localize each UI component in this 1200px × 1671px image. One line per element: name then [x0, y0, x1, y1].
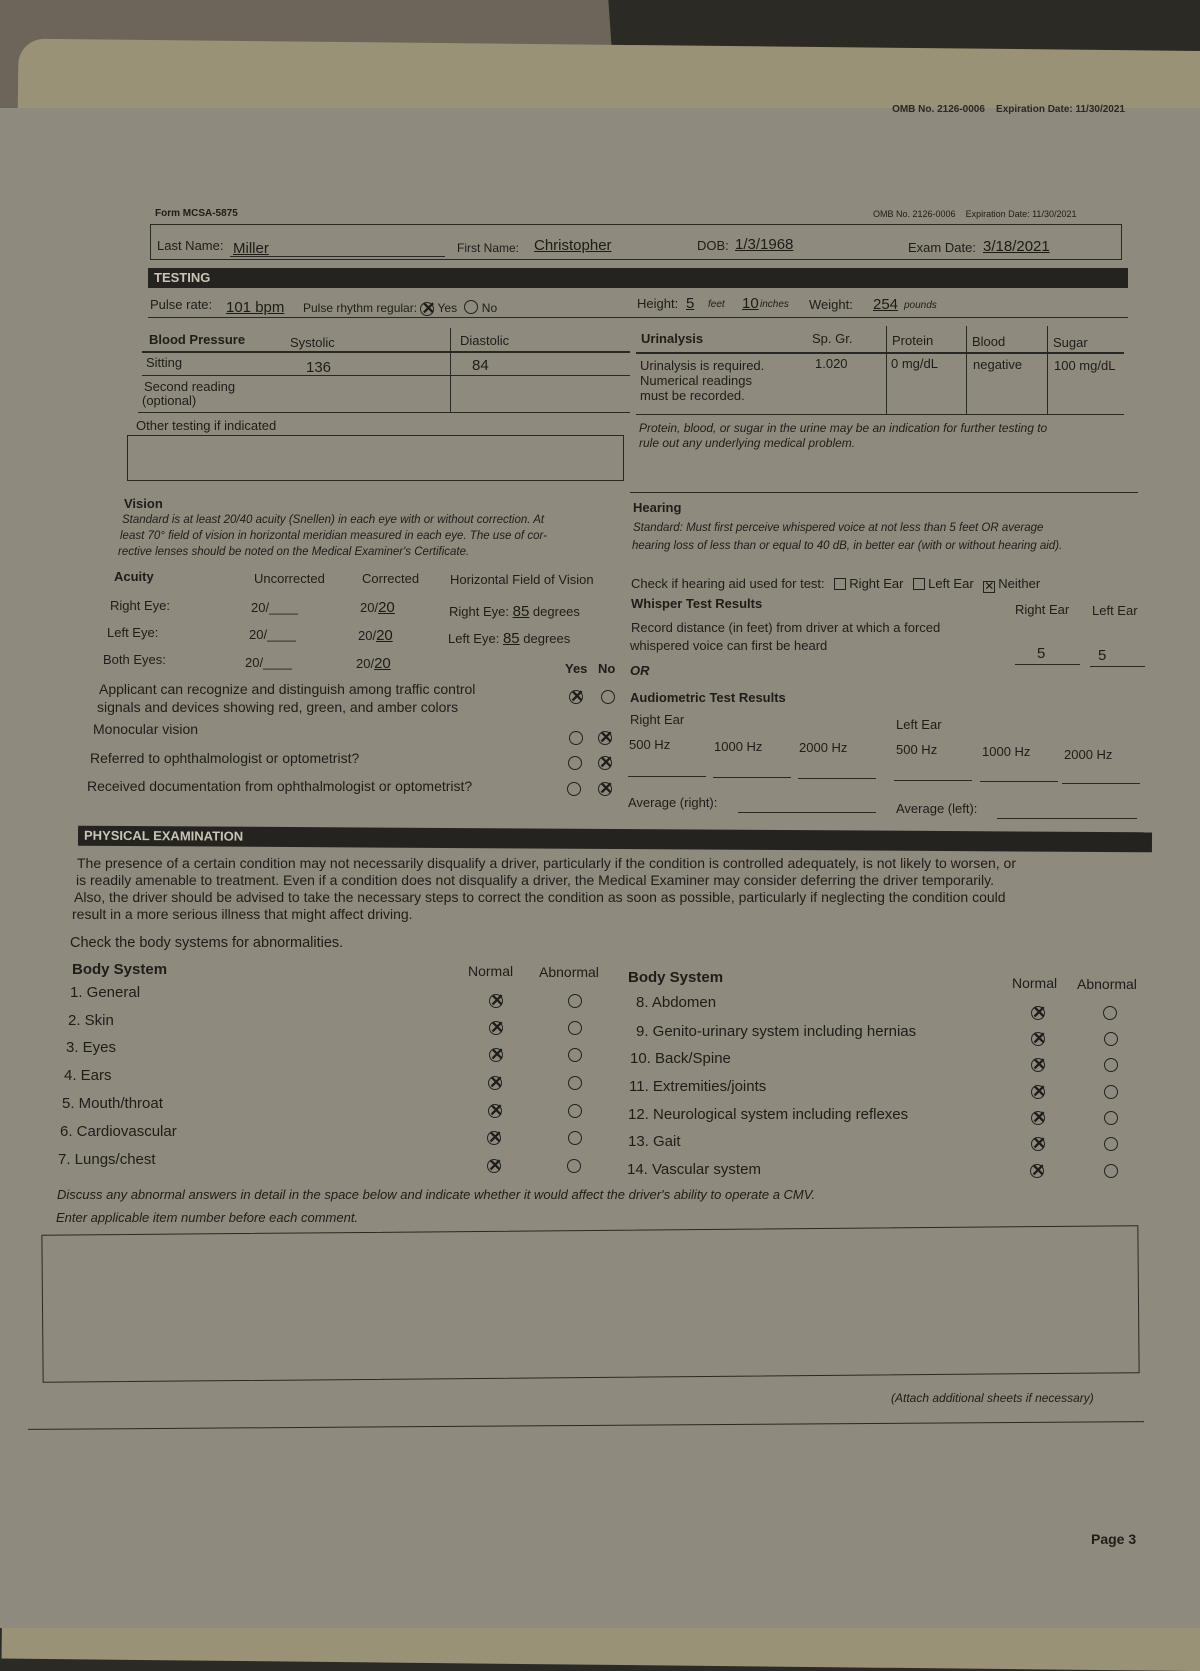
audio-left-1000: 1000 Hz: [982, 744, 1031, 759]
height-label: Height:: [637, 296, 679, 311]
comments-box[interactable]: [41, 1225, 1139, 1383]
left-eye-label: Left Eye:: [107, 625, 159, 640]
aid-neither-checkbox[interactable]: ✕: [984, 579, 995, 593]
audio-left-2000-line[interactable]: [1062, 783, 1140, 784]
urinalysis-footnote-1: Protein, blood, or sugar in the urine may be an indication for further testing to: [639, 421, 1048, 435]
system-eyes: 3. Eyes: [66, 1039, 117, 1056]
monocular-question: Monocular vision: [93, 721, 199, 737]
referred-no-radio[interactable]: ✕: [599, 753, 614, 772]
aid-right-label: Right Ear: [849, 576, 904, 591]
form-omb: [873, 209, 1076, 219]
audio-right-2000-line[interactable]: [798, 778, 876, 779]
audio-right-500: 500 Hz: [629, 737, 671, 752]
physical-intro-1: The presence of a certain condition may not necessarily disqualify a driver, particularly if the condition is controlled adequately, is not likely to worsen, or: [77, 855, 1016, 871]
sitting-systolic-value[interactable]: 136: [306, 359, 332, 376]
left-corrected-prefix: 20/: [358, 628, 377, 643]
whisper-right-line: [1015, 664, 1080, 665]
testing-section-bar: [148, 268, 1128, 288]
urinalysis-header: Urinalysis: [641, 331, 704, 346]
protein-header: Protein: [892, 333, 934, 348]
or-label: OR: [630, 663, 650, 678]
weight-value[interactable]: 254: [873, 296, 899, 313]
both-corrected-value: 20: [374, 655, 391, 672]
dob-label: DOB:: [697, 238, 729, 253]
hfov-left[interactable]: [448, 630, 570, 647]
cardio-abnormal-radio[interactable]: [568, 1131, 582, 1145]
cardio-normal-radio[interactable]: ✕: [488, 1128, 503, 1147]
hfov-right-value: 85: [512, 603, 530, 620]
blood-value[interactable]: negative: [973, 357, 1023, 372]
exam-date-value[interactable]: 3/18/2021: [983, 238, 1050, 255]
rhythm-yes-label: Yes: [437, 301, 458, 315]
both-corrected-prefix: 20/: [356, 656, 375, 671]
audio-left-500-line[interactable]: [894, 780, 972, 781]
right-eye-corrected[interactable]: [360, 599, 395, 616]
hearing-title: Hearing: [633, 500, 682, 515]
whisper-left-value[interactable]: 5: [1098, 647, 1107, 664]
sitting-diastolic-value[interactable]: 84: [472, 357, 489, 374]
skin-normal-radio[interactable]: ✕: [490, 1018, 505, 1037]
last-name-value[interactable]: Miller: [233, 240, 269, 257]
ua-divider-3: [1047, 326, 1048, 414]
system-genito-urinary: 9. Genito-urinary system including hernias: [636, 1023, 917, 1040]
sitting-label: Sitting: [146, 355, 183, 370]
corrected-label: Corrected: [362, 571, 420, 586]
dob-value[interactable]: 1/3/1968: [735, 236, 794, 253]
form-expiration-text: Expiration Date: 11/30/2021: [965, 209, 1077, 219]
ua-divider-2: [966, 326, 967, 414]
bp-divider: [450, 328, 451, 413]
documentation-no-radio[interactable]: ✕: [599, 779, 614, 798]
abnormal-header-left: Abnormal: [539, 964, 599, 980]
pulse-rhythm: [303, 300, 497, 316]
right-eye-uncorrected[interactable]: 20/____: [251, 600, 298, 615]
vision-standard-2: least 70° field of vision in horizontal meridian measured in each eye. The use of cor-: [120, 530, 547, 542]
form-omb-text: OMB No. 2126-0006: [873, 209, 956, 219]
right-corrected-value: 20: [378, 599, 395, 616]
audio-right-1000: 1000 Hz: [714, 739, 763, 754]
physical-section-bar: [78, 826, 1152, 853]
both-eyes-label: Both Eyes:: [103, 652, 166, 667]
hfov-right-label: Right Eye:: [449, 604, 509, 619]
general-normal-radio[interactable]: ✕: [490, 991, 505, 1010]
bp-header-line: [142, 351, 630, 353]
whisper-right-ear-label: Right Ear: [1015, 602, 1070, 617]
system-lungs-chest: 7. Lungs/chest: [58, 1151, 156, 1168]
last-name-label: Last Name:: [157, 238, 224, 253]
hearing-standard-2: hearing loss of less than or equal to 40 dB, in better ear (with or without hearing aid).: [632, 540, 1063, 552]
aid-left-checkbox[interactable]: [913, 578, 925, 590]
colors-question-2: signals and devices showing red, green, and amber colors: [97, 699, 459, 715]
body-system-header-left: Body System: [72, 961, 168, 978]
gait-normal-radio[interactable]: ✕: [1032, 1134, 1047, 1153]
right-uncorrected-prefix: 20/: [251, 600, 270, 615]
first-name-label: First Name:: [457, 241, 520, 255]
hearing-standard-1: Standard: Must first perceive whispered voice at not less than 5 feet OR average: [633, 522, 1044, 534]
second-reading-label: Second reading: [144, 379, 236, 394]
sugar-header: Sugar: [1053, 335, 1088, 350]
left-eye-corrected[interactable]: [358, 627, 393, 644]
aid-right-checkbox[interactable]: [834, 578, 846, 590]
system-skin: 2. Skin: [68, 1012, 114, 1029]
pulse-row-line: [148, 317, 1128, 318]
physical-intro-3: Also, the driver should be advised to take the necessary steps to correct the condition as soon as possible, particularly if neglecting the condition could: [74, 889, 1006, 905]
ua-divider-1: [886, 326, 887, 414]
urinalysis-header-line: [636, 352, 1124, 354]
hfov-label: Horizontal Field of Vision: [450, 572, 594, 587]
whisper-left-ear-label: Left Ear: [1092, 603, 1138, 618]
hfov-left-label: Left Eye:: [448, 631, 500, 646]
ears-abnormal-radio[interactable]: [568, 1076, 582, 1090]
vascular-normal-radio[interactable]: ✕: [1031, 1161, 1046, 1180]
colors-no-radio[interactable]: [601, 690, 615, 704]
uncorrected-label: Uncorrected: [254, 571, 325, 586]
hfov-right[interactable]: [449, 603, 580, 620]
avg-left-line[interactable]: [997, 818, 1137, 819]
system-extremities: 11. Extremities/joints: [629, 1078, 767, 1095]
eyes-abnormal-radio[interactable]: [568, 1048, 582, 1062]
audio-right-500-line[interactable]: [628, 776, 706, 777]
pulse-label: Pulse rate:: [150, 297, 213, 312]
discuss-text-1: Discuss any abnormal answers in detail in the space below and indicate whether it would affect the driver's ability to operate a CMV.: [57, 1187, 816, 1202]
paper-header-omb: OMB No. 2126-0006: [892, 104, 985, 115]
urinalysis-footnote-2: rule out any underlying medical problem.: [639, 436, 856, 450]
audio-right-2000: 2000 Hz: [799, 740, 848, 755]
back-normal-radio[interactable]: ✕: [1032, 1055, 1047, 1074]
hfov-right-degrees: degrees: [532, 604, 580, 619]
discuss-text-2: Enter applicable item number before each comment.: [56, 1210, 359, 1225]
feet-label: feet: [708, 299, 725, 310]
referred-question: Referred to ophthalmologist or optometrist?: [90, 750, 360, 766]
abdomen-normal-radio[interactable]: ✕: [1032, 1003, 1047, 1022]
form-id: Form MCSA-5875: [155, 208, 238, 219]
vision-standard-3: rective lenses should be noted on the Medical Examiner's Certificate.: [118, 546, 470, 558]
both-eyes-corrected[interactable]: [356, 655, 391, 672]
rhythm-label: Pulse rhythm regular:: [303, 301, 418, 315]
body-system-header-right: Body System: [628, 969, 724, 986]
genito-normal-radio[interactable]: ✕: [1032, 1029, 1047, 1048]
testing-section-title: TESTING: [154, 270, 211, 285]
system-cardiovascular: 6. Cardiovascular: [60, 1123, 177, 1140]
system-vascular: 14. Vascular system: [627, 1161, 761, 1178]
rhythm-no-radio[interactable]: [464, 300, 478, 314]
weight-label: Weight:: [809, 297, 853, 312]
hearing-aid-row: [631, 576, 1040, 593]
avg-right-label: Average (right):: [628, 795, 718, 810]
aid-neither-label: Neither: [998, 576, 1041, 591]
rhythm-yes-radio[interactable]: ✕: [421, 299, 436, 318]
form-bottom-line: [28, 1421, 1144, 1430]
avg-left-label: Average (left):: [896, 801, 978, 816]
hfov-left-degrees: degrees: [523, 631, 571, 646]
hearing-top-line: [630, 492, 1138, 493]
back-abnormal-radio[interactable]: [1104, 1058, 1118, 1072]
colors-yes-radio[interactable]: ✕: [570, 687, 585, 706]
audio-right-1000-line[interactable]: [713, 777, 791, 778]
audio-left-2000: 2000 Hz: [1064, 747, 1113, 762]
protein-value[interactable]: 0 mg/dL: [891, 356, 938, 371]
physical-section-title: PHYSICAL EXAMINATION: [83, 827, 244, 844]
physical-intro-4: result in a more serious illness that might affect driving.: [72, 906, 413, 922]
left-eye-uncorrected[interactable]: 20/____: [249, 627, 296, 642]
vision-title: Vision: [124, 496, 163, 511]
mouth-abnormal-radio[interactable]: [568, 1104, 582, 1118]
check-body-systems-label: Check the body systems for abnormalities.: [70, 935, 344, 951]
whisper-left-line: [1090, 666, 1145, 667]
paper-header-expiration: Expiration Date: 11/30/2021: [996, 104, 1125, 115]
other-testing-label: Other testing if indicated: [136, 418, 277, 433]
normal-header-left: Normal: [468, 963, 514, 979]
extremities-abnormal-radio[interactable]: [1104, 1085, 1118, 1099]
blood-header: Blood: [972, 334, 1006, 349]
gait-abnormal-radio[interactable]: [1104, 1137, 1118, 1151]
optional-label: (optional): [142, 393, 197, 408]
audio-left-ear-label: Left Ear: [896, 717, 942, 732]
systolic-header: Systolic: [290, 335, 335, 350]
spgr-value[interactable]: 1.020: [815, 356, 848, 371]
aid-left-label: Left Ear: [928, 576, 974, 591]
left-corrected-value: 20: [376, 627, 393, 644]
neuro-normal-radio[interactable]: ✕: [1032, 1108, 1047, 1127]
pounds-label: pounds: [904, 300, 937, 311]
vision-yes-header: Yes: [565, 661, 588, 676]
audio-left-500: 500 Hz: [896, 742, 938, 757]
both-uncorrected-prefix: 20/: [245, 655, 264, 670]
rhythm-no-label: No: [481, 301, 498, 315]
referred-yes-radio[interactable]: [568, 756, 582, 770]
vision-standard-1: Standard is at least 20/40 acuity (Snellen) in each eye with or without correction. At: [122, 514, 545, 526]
exam-date-label: Exam Date:: [908, 240, 976, 255]
whisper-right-value[interactable]: 5: [1037, 645, 1046, 662]
avg-right-line[interactable]: [738, 812, 876, 813]
diastolic-header: Diastolic: [460, 333, 510, 348]
hfov-left-value: 85: [502, 630, 520, 647]
skin-abnormal-radio[interactable]: [568, 1021, 582, 1035]
abnormal-header-right: Abnormal: [1077, 976, 1137, 992]
system-general: 1. General: [70, 984, 141, 1001]
genito-abnormal-radio[interactable]: [1104, 1032, 1118, 1046]
right-corrected-prefix: 20/: [360, 600, 379, 615]
physical-intro-2: is readily amenable to treatment. Even if a condition does not disqualify a driver, the Medical Examiner may consider deferring the driver temporarily.: [76, 872, 994, 888]
general-abnormal-radio[interactable]: [568, 994, 582, 1008]
vascular-abnormal-radio[interactable]: [1104, 1164, 1118, 1178]
system-neurological: 12. Neurological system including reflexes: [628, 1106, 909, 1123]
height-inches-value[interactable]: 10: [742, 295, 759, 312]
audio-left-1000-line[interactable]: [980, 781, 1058, 782]
spgr-header: Sp. Gr.: [812, 331, 853, 346]
whisper-text-2: whispered voice can first be heard: [630, 638, 828, 653]
bp-bottom-line: [138, 412, 630, 413]
extremities-normal-radio[interactable]: ✕: [1032, 1082, 1047, 1101]
attach-note: (Attach additional sheets if necessary): [891, 1391, 1094, 1405]
right-eye-label: Right Eye:: [110, 598, 170, 613]
abdomen-abnormal-radio[interactable]: [1103, 1006, 1117, 1020]
sugar-value[interactable]: 100 mg/dL: [1054, 358, 1116, 373]
monocular-yes-radio[interactable]: [569, 731, 583, 745]
patient-info-box: [150, 224, 1122, 260]
whisper-text-1: Record distance (in feet) from driver at which a forced: [631, 620, 941, 635]
monocular-no-radio[interactable]: ✕: [599, 728, 614, 747]
documentation-question: Received documentation from ophthalmologist or optometrist?: [87, 778, 473, 794]
system-mouth-throat: 5. Mouth/throat: [62, 1095, 163, 1112]
height-feet-value[interactable]: 5: [686, 295, 695, 312]
last-name-line: [230, 256, 445, 257]
system-ears: 4. Ears: [64, 1067, 112, 1084]
normal-header-right: Normal: [1012, 975, 1058, 991]
documentation-yes-radio[interactable]: [567, 782, 581, 796]
bp-sitting-line: [142, 375, 630, 376]
urinalysis-note-3: must be recorded.: [640, 388, 745, 403]
hearing-aid-label: Check if hearing aid used for test:: [631, 576, 825, 591]
urinalysis-note-2: Numerical readings: [640, 373, 752, 388]
mouth-normal-radio[interactable]: ✕: [489, 1101, 504, 1120]
left-uncorrected-prefix: 20/: [249, 627, 268, 642]
audiometric-title: Audiometric Test Results: [630, 690, 786, 705]
system-gait: 13. Gait: [628, 1133, 681, 1150]
first-name-value[interactable]: Christopher: [534, 237, 612, 254]
colors-question-1: Applicant can recognize and distinguish among traffic control: [99, 681, 476, 697]
other-testing-box[interactable]: [127, 435, 624, 481]
acuity-label: Acuity: [114, 569, 154, 584]
system-back-spine: 10. Back/Spine: [630, 1050, 731, 1067]
lungs-normal-radio[interactable]: ✕: [488, 1156, 503, 1175]
lungs-abnormal-radio[interactable]: [567, 1159, 581, 1173]
system-abdomen: 8. Abdomen: [636, 994, 717, 1011]
neuro-abnormal-radio[interactable]: [1104, 1111, 1118, 1125]
pulse-value[interactable]: 101 bpm: [226, 299, 285, 316]
urinalysis-bottom-line: [636, 414, 1124, 415]
vision-no-header: No: [598, 661, 616, 676]
audio-right-ear-label: Right Ear: [630, 712, 685, 727]
page-number: Page 3: [1091, 1531, 1137, 1547]
eyes-normal-radio[interactable]: ✕: [490, 1045, 505, 1064]
bp-header: Blood Pressure: [149, 332, 246, 347]
ears-normal-radio[interactable]: ✕: [489, 1073, 504, 1092]
both-eyes-uncorrected[interactable]: 20/____: [245, 655, 292, 670]
urinalysis-note-1: Urinalysis is required.: [640, 358, 765, 373]
inches-label: inches: [760, 299, 789, 310]
whisper-title: Whisper Test Results: [631, 596, 763, 611]
